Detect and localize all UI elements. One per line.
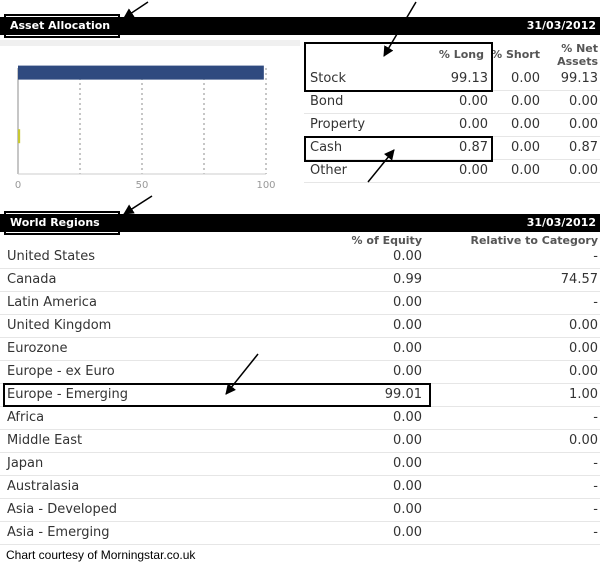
region-relative: - xyxy=(593,502,598,517)
region-relative: 1.00 xyxy=(569,387,598,402)
asset-long: 0.00 xyxy=(459,117,488,132)
region-relative: 0.00 xyxy=(569,364,598,379)
arrow-world-regions xyxy=(124,196,152,214)
region-label: Latin America xyxy=(7,295,97,310)
region-equity: 0.99 xyxy=(393,272,422,287)
asset-allocation-date: 31/03/2012 xyxy=(526,19,596,32)
region-equity: 0.00 xyxy=(393,364,422,379)
asset-label: Other xyxy=(310,163,347,178)
arrow-asset-allocation xyxy=(124,2,148,18)
region-label: United States xyxy=(7,249,96,264)
tick-label: 0 xyxy=(14,180,22,191)
asset-net: 0.87 xyxy=(569,140,598,155)
region-relative: 74.57 xyxy=(560,272,598,287)
asset-long: 0.87 xyxy=(459,140,488,155)
tick-label: 100 xyxy=(256,180,276,191)
col-header-long: % Long xyxy=(438,48,484,61)
region-relative: - xyxy=(593,456,598,471)
region-relative: - xyxy=(593,525,598,540)
region-equity: 0.00 xyxy=(393,502,422,517)
region-equity: 0.00 xyxy=(393,456,422,471)
region-label: Australasia xyxy=(7,479,80,494)
asset-label: Cash xyxy=(310,140,343,155)
col-header-short: % Short xyxy=(491,48,540,61)
asset-short: 0.00 xyxy=(511,94,540,109)
asset-net: 0.00 xyxy=(569,94,598,109)
world-regions-date: 31/03/2012 xyxy=(526,216,596,229)
region-equity: 0.00 xyxy=(393,249,422,264)
region-label: Middle East xyxy=(7,433,83,448)
asset-short: 0.00 xyxy=(511,71,540,86)
arrow-stock-long xyxy=(384,2,416,56)
region-equity: 0.00 xyxy=(393,479,422,494)
region-relative: - xyxy=(593,295,598,310)
region-equity: 0.00 xyxy=(393,318,422,333)
asset-short: 0.00 xyxy=(511,140,540,155)
asset-allocation-title: Asset Allocation xyxy=(10,19,111,32)
region-label: United Kingdom xyxy=(7,318,112,333)
region-label: Japan xyxy=(7,456,44,471)
footer-credit: Chart courtesy of Morningstar.co.uk xyxy=(6,548,196,562)
arrow-europe-emerging xyxy=(226,354,258,394)
region-equity: 99.01 xyxy=(384,387,422,402)
asset-label: Bond xyxy=(310,94,344,109)
region-relative: 0.00 xyxy=(569,318,598,333)
region-relative: - xyxy=(593,249,598,264)
region-equity: 0.00 xyxy=(393,295,422,310)
asset-label: Stock xyxy=(310,71,346,86)
region-equity: 0.00 xyxy=(393,525,422,540)
arrow-cash xyxy=(368,150,394,182)
region-label: Europe - Emerging xyxy=(7,387,129,402)
world-regions-title: World Regions xyxy=(10,216,100,229)
region-label: Asia - Developed xyxy=(7,502,117,517)
region-equity: 0.00 xyxy=(393,410,422,425)
asset-net: 0.00 xyxy=(569,117,598,132)
region-label: Eurozone xyxy=(7,341,68,356)
region-relative: - xyxy=(593,410,598,425)
region-equity: 0.00 xyxy=(393,341,422,356)
region-label: Canada xyxy=(7,272,57,287)
tick-label: 50 xyxy=(135,180,149,191)
asset-label: Property xyxy=(310,117,366,132)
col-header-equity: % of Equity xyxy=(351,234,422,247)
region-label: Africa xyxy=(7,410,45,425)
region-relative: 0.00 xyxy=(569,433,598,448)
asset-net: 99.13 xyxy=(560,71,598,86)
region-relative: - xyxy=(593,479,598,494)
asset-net: 0.00 xyxy=(569,163,598,178)
col-header-relative: Relative to Category xyxy=(470,234,598,247)
asset-short: 0.00 xyxy=(511,117,540,132)
asset-long: 0.00 xyxy=(459,94,488,109)
asset-short: 0.00 xyxy=(511,163,540,178)
asset-long: 99.13 xyxy=(450,71,488,86)
region-equity: 0.00 xyxy=(393,433,422,448)
asset-long: 0.00 xyxy=(459,163,488,178)
col-header-net: % Net Assets xyxy=(557,42,598,68)
region-label: Europe - ex Euro xyxy=(7,364,115,379)
region-relative: 0.00 xyxy=(569,341,598,356)
region-label: Asia - Emerging xyxy=(7,525,110,540)
